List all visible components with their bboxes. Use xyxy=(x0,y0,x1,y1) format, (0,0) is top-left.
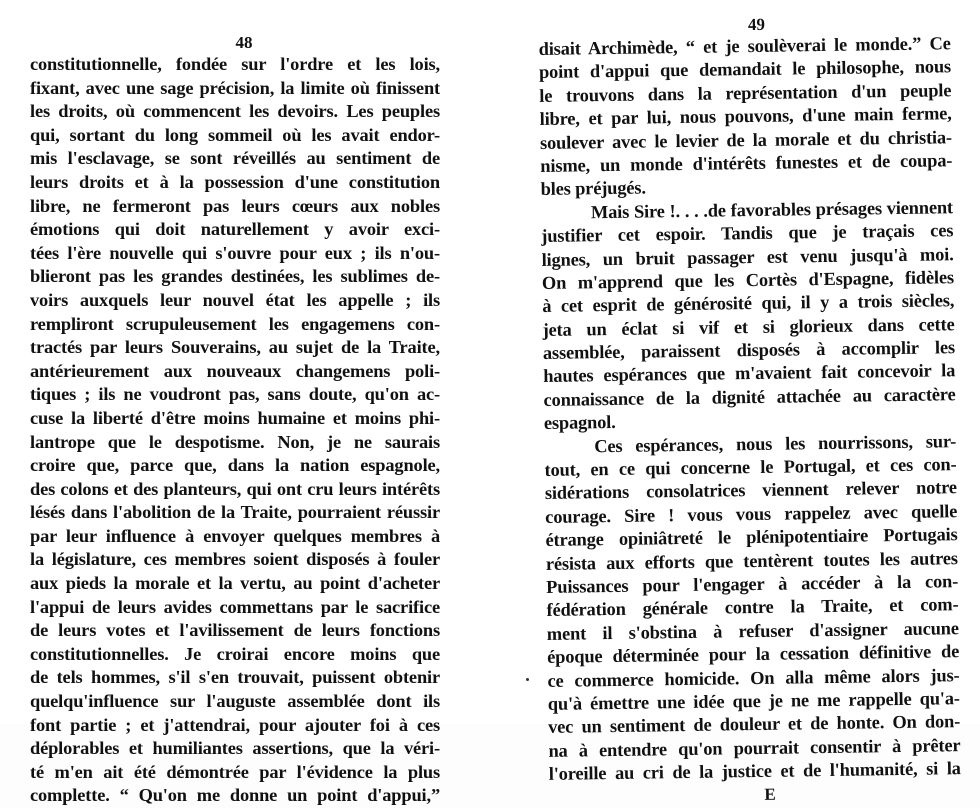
text-line: étrange opiniâtreté le plénipotentiaire Portugais xyxy=(545,524,958,551)
right-page-text xyxy=(539,32,961,786)
text-line: rempliront scrupuleusement les engagemens con- xyxy=(30,313,440,334)
text-line: blieront pas les grandes destinées, les sublimes de- xyxy=(30,266,440,287)
text-line: jeta un éclat si vif et si glorieux dans cette xyxy=(542,313,955,340)
text-line: quelqu'influence sur l'auguste assemblée dont ils xyxy=(30,691,440,712)
text-line: tiques ; ils ne voudront pas, sans doute, qu'on ac- xyxy=(30,384,440,405)
text-line: constitutionnelle, fondée sur l'ordre et les lois, xyxy=(30,54,440,74)
text-line: On m'apprend que les Cortès d'Espagne, fidèles xyxy=(541,267,955,293)
text-line: fédération générale contre la Traite, et com- xyxy=(546,594,959,621)
text-line: point d'appui que demandait le philosophe, nous xyxy=(538,56,952,83)
text-line: font partie ; et j'attendrai, pour ajouter foi à ces xyxy=(30,714,440,735)
paragraph-start-line: Mais Sire !. . . .de favorables présages viennent xyxy=(590,196,954,223)
text-line: lésés dans l'abolition de la Traite, pourraient réussir xyxy=(30,502,440,523)
page-number-48: 48 xyxy=(235,33,253,52)
gutter-speck xyxy=(526,678,529,681)
paragraph-end-line: espagnol. xyxy=(543,412,616,434)
text-line: sidérations consolatrices viennent relever notre xyxy=(544,477,957,504)
text-line: les droits, où commencent les devoirs. Les peuples xyxy=(30,101,440,122)
text-line: na à entendre qu'on pourrait consentir à prêter xyxy=(548,734,961,761)
text-line: fixant, avec une sage précision, la limite où finissent xyxy=(30,77,440,98)
signature-mark: E xyxy=(764,784,776,804)
text-line: justifier cet espoir. Tandis que je traçais ces xyxy=(541,220,954,247)
text-line: aux pieds la morale et la vertu, au point d'acheter xyxy=(30,573,440,594)
text-line: lantrope que le despotisme. Non, je ne saurais xyxy=(30,431,440,452)
text-line: nisme, un monde d'intérêts funestes et de coupa- xyxy=(540,150,953,176)
page-number-49: 49 xyxy=(747,14,765,35)
text-line: hautes espérances que m'avaient fait concevoir la xyxy=(543,360,956,387)
text-line: té m'en ait été démontrée par l'évidence la plus xyxy=(30,761,440,782)
left-page-text xyxy=(30,53,440,808)
text-line: tractés par leurs Souverains, au sujet de la Traite, xyxy=(30,337,440,358)
left-page xyxy=(30,0,440,806)
text-line: l'appui de leurs avides commettans par le sacrifice xyxy=(30,596,440,617)
text-line: à cet esprit de générosité qui, il y a trois siècles, xyxy=(542,290,955,317)
text-line: lignes, un bruit passager est venu jusqu'à moi. xyxy=(541,243,954,270)
right-page xyxy=(538,0,961,804)
text-line: soulever avec le levier de la morale et du christia- xyxy=(539,126,953,153)
text-line: la législature, ces membres soient disposés à fouler xyxy=(30,549,440,570)
text-line: de leurs votes et l'avilissement de leurs fonctions xyxy=(30,620,440,641)
paragraph-end-line: bles préjugés. xyxy=(540,177,646,200)
text-line: libre, et par lui, nous pouvons, d'une main ferme, xyxy=(539,103,952,130)
text-line: ce commerce homicide. On alla même alors jus- xyxy=(547,664,960,691)
text-line: tout, en ce qui concerne le Portugal, et ces con- xyxy=(544,454,957,480)
text-line: vec un sentiment de douleur et de honte. On don- xyxy=(548,711,961,738)
paragraph-start-line: Ces espérances, nous les nourrissons, sur- xyxy=(594,430,957,456)
text-line: tées l'ère nouvelle qui s'ouvre pour eux ; ils n'ou- xyxy=(30,242,440,263)
text-line: croire que, parce que, dans la nation espagnole, xyxy=(30,455,440,476)
text-line: courage. Sire ! vous vous rappelez avec quelle xyxy=(545,501,958,527)
text-line: qui, sortant du long sommeil où les avait endor- xyxy=(30,124,440,145)
text-line: Puissances pour l'engager à accéder à la con- xyxy=(546,571,959,597)
text-line: disait Archimède, “ et je soulèverai le monde.” Ce xyxy=(538,33,951,59)
text-line: de tels hommes, s'il s'en trouvait, puissent obtenir xyxy=(30,667,440,688)
text-line: libre, ne fermeront pas leurs cœurs aux nobles xyxy=(30,195,440,216)
text-line: déplorables et humiliantes assertions, que la véri- xyxy=(30,738,440,759)
text-line: connaissance de la dignité attachée au caractère xyxy=(543,384,956,410)
text-line: l'oreille au cri de la justice et de l'humanité, si la xyxy=(548,758,961,785)
text-line: constitutionnelles. Je croirai encore moins que xyxy=(30,643,440,664)
text-line: voirs auxquels leur nouvel état les appelle ; ils xyxy=(30,289,440,310)
text-line: des colons et des planteurs, qui ont cru leurs intérêts xyxy=(30,478,440,499)
text-line: leurs droits et à la possession d'une constitution xyxy=(30,171,440,192)
text-line: antérieurement aux nouveaux changemens poli- xyxy=(30,360,440,381)
text-line: le trouvons dans la représentation d'un peuple xyxy=(539,80,952,106)
text-line: par leur influence à envoyer quelques membres à xyxy=(30,525,440,546)
text-line: assemblée, paraissent disposés à accomplir les xyxy=(542,337,956,364)
text-line: époque déterminée pour la cessation définitive de xyxy=(547,641,960,668)
text-line: qu'à émettre une idée que je ne me rappelle qu'a- xyxy=(547,688,960,714)
text-line: émotions qui doit naturellement y avoir exci- xyxy=(30,219,440,240)
text-line: mis l'esclavage, se sont réveillés au sentiment de xyxy=(30,148,440,169)
text-line: résista aux efforts que tentèrent toutes les autres xyxy=(545,547,958,574)
text-line: cuse la liberté d'être moins humaine et moins phi- xyxy=(30,407,440,428)
text-line: complette. “ Qu'on me donne un point d'appui,” xyxy=(30,785,440,806)
text-line: ment il s'obstina à refuser d'assigner aucune xyxy=(546,617,959,644)
